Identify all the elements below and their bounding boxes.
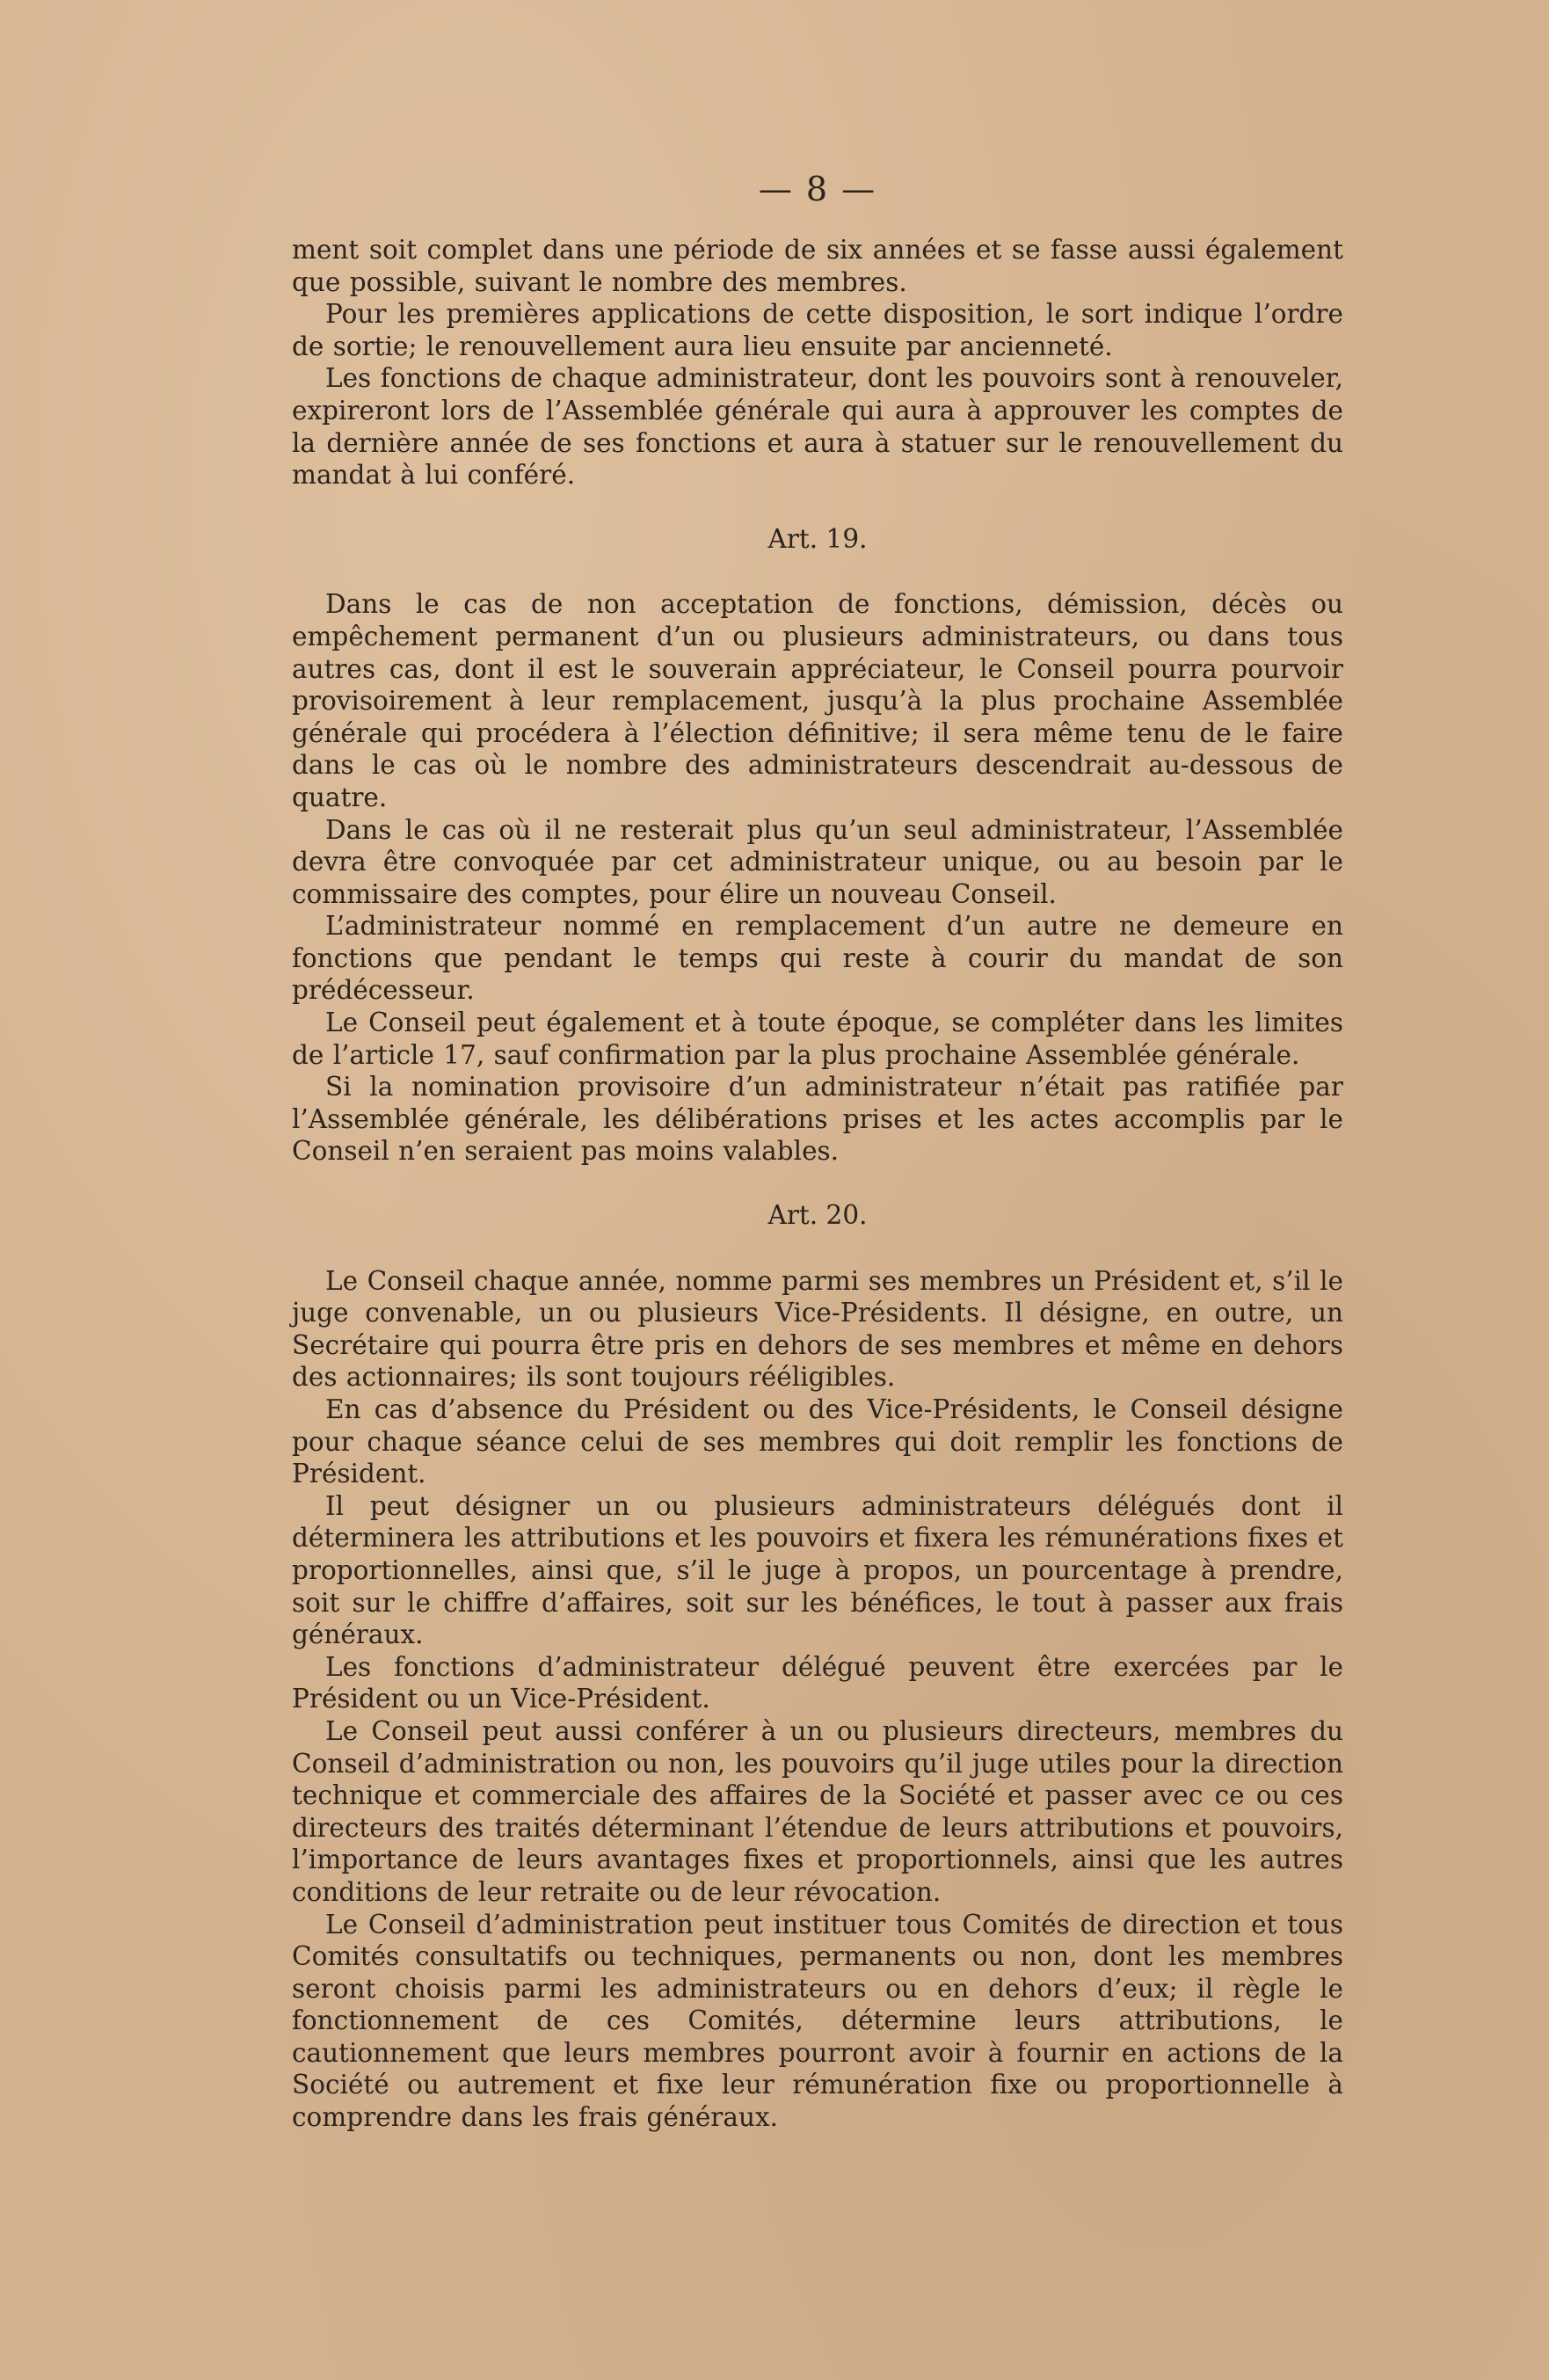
paragraph: Pour les premières applications de cette disposition, le sort indique l’ordre de sortie; le renouvellement aura lieu ensuite par ancienneté.	[292, 299, 1343, 361]
paragraph: Le Conseil d’administration peut instituer tous Comités de direction et tous Comités consultatifs ou techniques, permanents ou non, dont les membres seront choisis parmi les administrateurs ou en dehors d’eux; il règle le fonctionnement de ces Comités, détermine leurs attributions, le cautionnement que leurs membres pourront avoir à fournir en actions de la Société ou autrement et fixe leur rémunération fixe ou proportionnelle à comprendre dans les frais généraux.	[292, 1909, 1343, 2133]
paragraph: Le Conseil peut aussi conférer à un ou plusieurs directeurs, membres du Conseil d’administration ou non, les pouvoirs qu’il juge utiles pour la direction technique et commerciale des affaires de la Société et passer avec ce ou ces directeurs des traités déterminant l’étendue de leurs attributions et pouvoirs, l’importance de leurs avantages fixes et proportionnels, ainsi que les autres conditions de leur retraite ou de leur révocation.	[292, 1715, 1343, 1907]
document-page	[292, 167, 1343, 2312]
paragraph: Dans le cas de non acceptation de fonctions, démission, décès ou empêchement permanent d’un ou plusieurs administrateurs, ou dans tous autres cas, dont il est le souverain appréciateur, le Conseil pourra pourvoir provisoirement à leur remplacement, jusqu’à la plus prochaine Assemblée générale qui procédera à l’élection définitive; il sera même tenu de le faire dans le cas où le nombre des administrateurs descendrait au-dessous de quatre.	[292, 589, 1343, 812]
article-continuation	[292, 234, 1343, 491]
paragraph: Les fonctions d’administrateur délégué peuvent être exercées par le Président ou un Vice-Président.	[292, 1651, 1343, 1714]
page-number: — 8 —	[758, 170, 877, 208]
article-heading: Art. 19.	[767, 523, 868, 554]
paragraph: L’administrateur nommé en remplacement d’un autre ne demeure en fonctions que pendant le temps qui reste à courir du mandat de son prédécesseur.	[292, 911, 1343, 1006]
paragraph: ment soit complet dans une période de six années et se fasse aussi également que possible, suivant le nombre des membres.	[292, 235, 1343, 297]
paragraph: En cas d’absence du Président ou des Vice-Présidents, le Conseil désigne pour chaque séance celui de ses membres qui doit remplir les fonctions de Président.	[292, 1394, 1343, 1489]
paragraph: Le Conseil chaque année, nomme parmi ses membres un Président et, s’il le juge convenable, un ou plusieurs Vice-Présidents. Il désigne, en outre, un Secrétaire qui pourra être pris en dehors de ses membres et même en dehors des actionnaires; ils sont toujours rééligibles.	[292, 1265, 1343, 1393]
paragraph: Il peut désigner un ou plusieurs administrateurs délégués dont il déterminera les attributions et les pouvoirs et fixera les rémunérations fixes et proportionnelles, ainsi que, s’il le juge à propos, un pourcentage à prendre, soit sur le chiffre d’affaires, soit sur les bénéfices, le tout à passer aux frais généraux.	[292, 1490, 1343, 1650]
paragraph: Dans le cas où il ne resterait plus qu’un seul administrateur, l’Assemblée devra être convoquée par cet administrateur unique, ou au besoin par le commissaire des comptes, pour élire un nouveau Conseil.	[292, 814, 1343, 909]
paragraph: Si la nomination provisoire d’un administrateur n’était pas ratifiée par l’Assemblée générale, les délibérations prises et les actes accomplis par le Conseil n’en seraient pas moins valables.	[292, 1072, 1343, 1167]
paragraph: Le Conseil peut également et à toute époque, se compléter dans les limites de l’article 17, sauf confirmation par la plus prochaine Assemblée générale.	[292, 1008, 1343, 1070]
article-19	[292, 523, 1343, 1168]
paragraph: Les fonctions de chaque administrateur, dont les pouvoirs sont à renouveler, expireront lors de l’Assemblée générale qui aura à approuver les comptes de la dernière année de ses fonctions et aura à statuer sur le renouvellement du mandat à lui conféré.	[292, 363, 1343, 491]
article-20	[292, 1199, 1343, 2134]
article-heading: Art. 20.	[767, 1200, 868, 1231]
